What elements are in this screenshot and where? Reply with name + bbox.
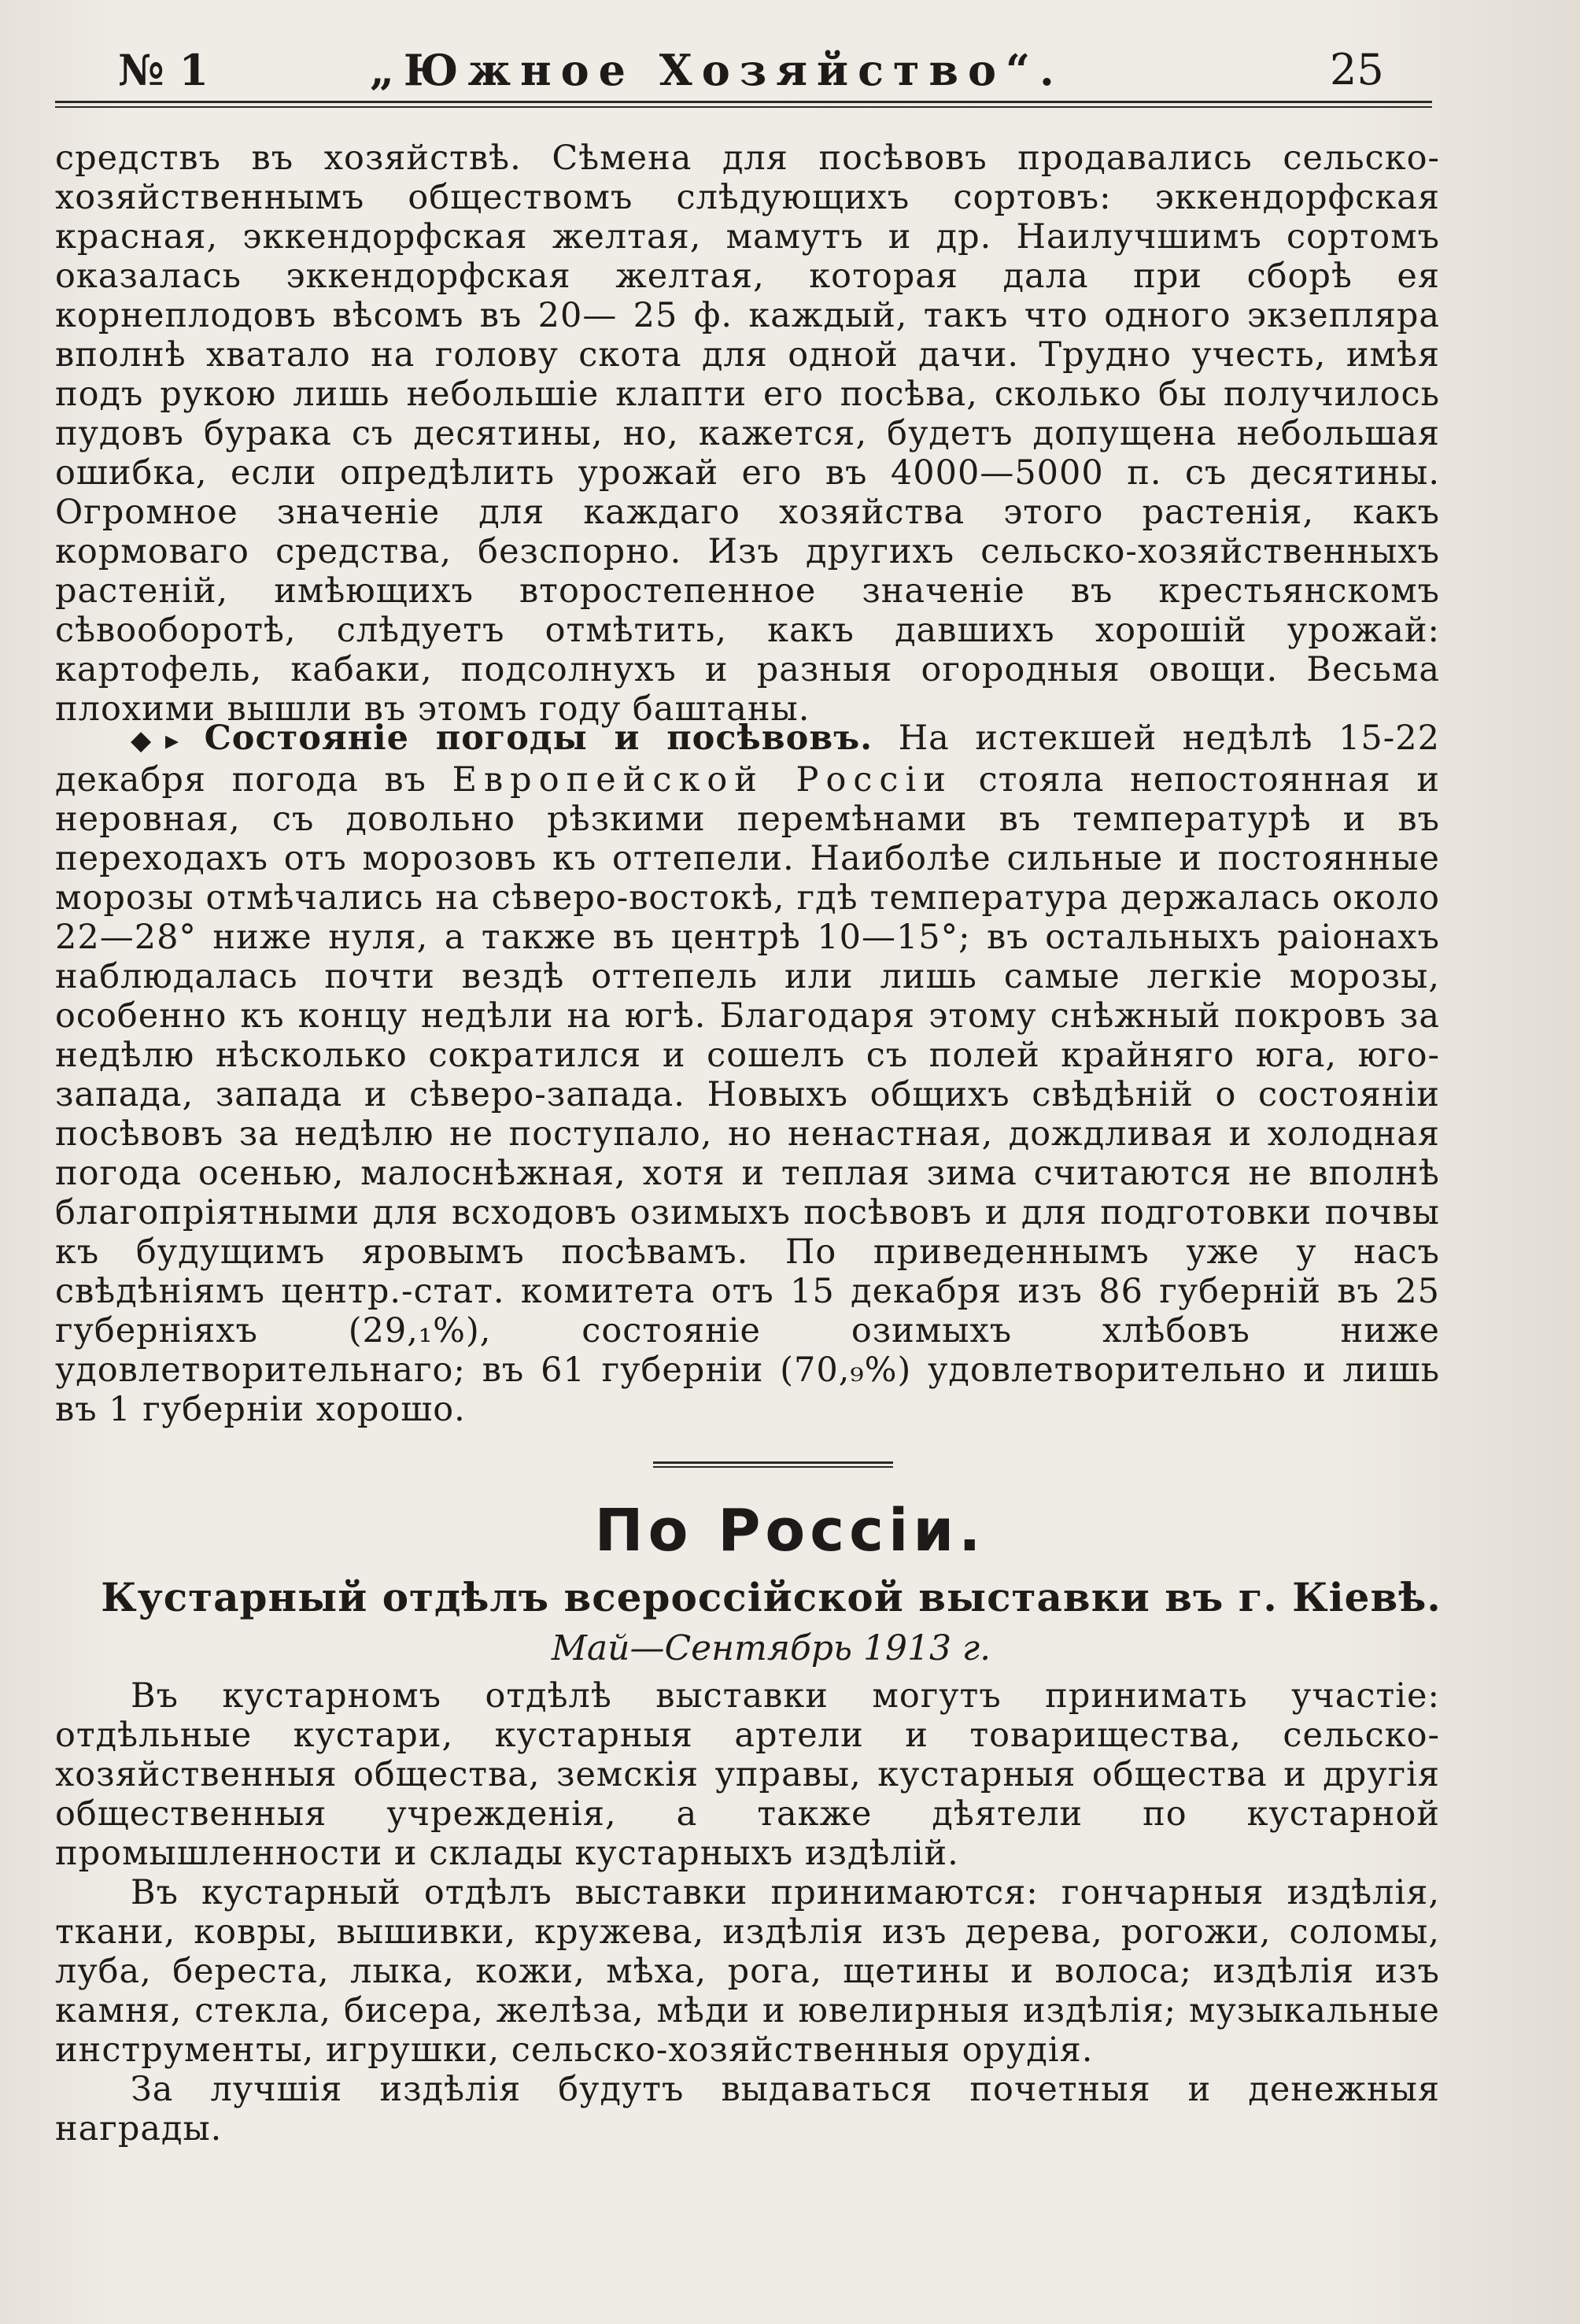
issue-number: № 1: [118, 45, 209, 95]
section-marker-icon: ◆▸: [131, 725, 179, 756]
paragraph-awards: За лучшія издѣлія будутъ выдаваться почетныя и денежныя награды.: [55, 2070, 1440, 2148]
section-title: По Россіи.: [594, 1497, 986, 1565]
paragraph-participants: Въ кустарномъ отдѣлѣ выставки могутъ принимать участіе: отдѣльные кустари, кустарныя артели и товарищества, сельско-хозяйственныя общества, земскія управы, кустарныя общества и другія общественныя учрежденія, а также дѣятели по кустарной промышленности и склады кустарныхъ издѣлій.: [55, 1676, 1440, 1873]
weather-text-spaced: Европейской Россіи: [452, 760, 953, 800]
weather-text-b: стояла непостоянная и неровная, съ довольно рѣзкими перемѣнами въ температурѣ и въ переходахъ отъ морозовъ къ оттепели. Наиболѣе сильные и постоянные морозы отмѣчались на сѣверо-востокѣ, гдѣ температура держалась около 22—28° ниже нуля, а также въ центрѣ 10—15°; въ остальныхъ раіонахъ наблюдалась почти вездѣ оттепель или лишь самые легкіе морозы, особенно къ концу недѣли на югѣ. Благодаря этому снѣжный покровъ за недѣлю нѣсколько сократился и сошелъ съ полей крайняго юга, юго-запада, запада и сѣверо-запада. Новыхъ общихъ свѣдѣній о состояніи посѣвовъ за недѣлю не поступало, но ненастная, дождливая и холодная погода осенью, малоснѣжная, хотя и теплая зима считаются не вполнѣ благопріятными для всходовъ озимыхъ посѣвовъ и для подготовки почвы къ будущимъ яровымъ посѣвамъ. По приведеннымъ уже у насъ свѣдѣніямъ центр.-стат. комитета отъ 15 декабря изъ 86 губерній въ 25 губерніяхъ (29,₁%), состояніе озимыхъ хлѣбовъ ниже удовлетворительнаго; въ 61 губерніи (70,₉%) удовлетворительно и лишь въ 1 губерніи хорошо.: [55, 760, 1440, 1429]
weather-text-a: На истекшей недѣлѣ 15-22 декабря погода въ: [55, 719, 1441, 800]
header-rule: [55, 101, 1432, 108]
running-header: [55, 35, 1432, 105]
page-number: 25: [1330, 45, 1384, 94]
weather-heading: Состояніе погоды и посѣвовъ.: [204, 719, 873, 758]
section-divider: [653, 1461, 893, 1468]
weather-report: [55, 719, 1440, 1429]
exhibition-article: [55, 1676, 1440, 2148]
continued-article: [55, 139, 1440, 729]
journal-title: „Южное Хозяйство“.: [370, 45, 1064, 95]
paragraph-items: Въ кустарный отдѣлъ выставки принимаются: гончарныя издѣлія, ткани, ковры, вышивки, кружева, издѣлія изъ дерева, рогожи, соломы, луба, береста, лыка, кожи, мѣха, рога, щетины и волоса; издѣлія изъ камня, стекла, бисера, желѣза, мѣди и ювелирныя издѣлія; музыкальные инструменты, игрушки, сельско-хозяйственныя орудія.: [55, 1873, 1440, 2070]
paragraph-continued: средствъ въ хозяйствѣ. Сѣмена для посѣвовъ продавались сельско-хозяйственнымъ обществомъ слѣдующихъ сортовъ: эккендорфская красная, эккендорфская желтая, мамутъ и др. Наилучшимъ сортомъ оказалась эккендорфская желтая, которая дала при сборѣ ея корнеплодовъ вѣсомъ въ 20— 25 ф. каждый, такъ что одного экзепляра вполнѣ хватало на голову скота для одной дачи. Трудно учесть, имѣя подъ рукою лишь небольшіе клапти его посѣва, сколько бы получилось пудовъ бурака съ десятины, но, кажется, будетъ допущена небольшая ошибка, если опредѣлить урожай его въ 4000—5000 п. съ десятины. Огромное значеніе для каждаго хозяйства этого растенія, какъ кормоваго средства, безспорно. Изъ другихъ сельско-хозяйственныхъ растеній, имѣющихъ второстепенное значеніе въ крестьянскомъ сѣвооборотѣ, слѣдуетъ отмѣтить, какъ давшихъ хорошій урожай: картофель, кабаки, подсолнухъ и разныя огородныя овощи. Весьма плохими вышли въ этомъ году баштаны.: [55, 139, 1440, 729]
article-date: Май—Сентябрь 1913 г.: [551, 1628, 991, 1668]
article-title: Кустарный отдѣлъ всероссійской выставки въ г. Кіевѣ.: [101, 1574, 1442, 1620]
paragraph-weather: [55, 719, 1440, 1429]
